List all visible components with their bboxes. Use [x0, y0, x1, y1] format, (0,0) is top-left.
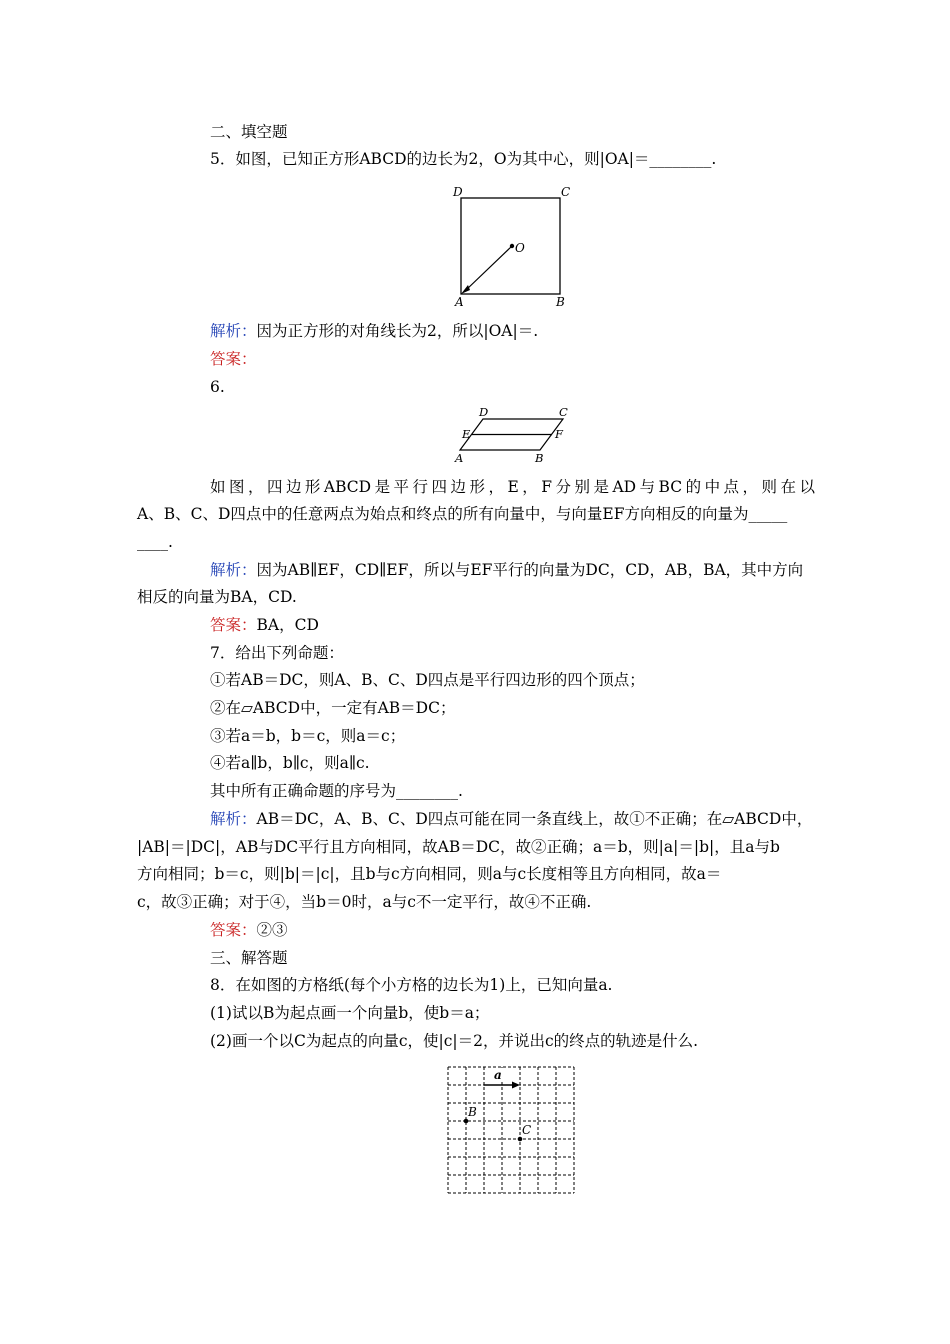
- q6-stem-line1: 如图，四边形ABCD是平行四边形，E，F分别是AD与BC的中点，则在以: [210, 478, 815, 496]
- q8-label-vector-a: a: [494, 1068, 502, 1082]
- q6-label-C: C: [559, 406, 568, 419]
- q5-label-B: B: [556, 295, 565, 309]
- q6-label-F: F: [555, 427, 563, 441]
- q7-answer: [210, 920, 890, 940]
- q8-stem: 8．在如图的方格纸(每个小方格的边长为1)上，已知向量a.: [210, 976, 613, 994]
- q6-analysis-line1: [210, 560, 890, 580]
- q7-item-3: ③若a＝b，b＝c，则a＝c；: [210, 727, 406, 745]
- q7-item-4: ④若a∥b，b∥c，则a∥c.: [210, 754, 370, 772]
- q7-analysis-line1: [210, 809, 890, 829]
- q7-answer-text: ②③: [256, 921, 288, 939]
- q7-blank-line: 其中所有正确命题的序号为________.: [210, 782, 463, 800]
- q8-part-2: (2)画一个以C为起点的向量c，使|c|＝2，并说出c的终点的轨迹是什么.: [210, 1032, 699, 1050]
- q5-label-D: D: [453, 185, 463, 199]
- q7-item-1: ①若AB＝DC，则A、B、C、D四点是平行四边形的四个顶点；: [210, 671, 645, 689]
- q6-analysis-line2: 相反的向量为BA，CD.: [137, 588, 297, 606]
- q7-analysis-line2: |AB|＝|DC|，AB与DC平行且方向相同，故AB＝DC，故②正确；a＝b，则|a|＝|b|，且a与b: [137, 838, 780, 856]
- q7-analysis-label: 解析：: [210, 810, 257, 828]
- q6-label-A: A: [455, 451, 464, 465]
- q8-label-B: B: [468, 1105, 477, 1119]
- q6-stem-line2: A、B、C、D四点中的任意两点为始点和终点的所有向量中，与向量EF方向相反的向量为_____: [137, 505, 788, 523]
- q6-parallelogram-figure: [452, 406, 582, 466]
- q6-stem-line3: ____.: [137, 533, 173, 551]
- q7-analysis-line3: 方向相同；b＝c，则|b|＝|c|，且b与c方向相同，则a与c长度相等且方向相同，故a＝: [137, 865, 722, 883]
- q7-stem: 7．给出下列命题：: [210, 644, 344, 662]
- q5-analysis-text: 因为正方形的对角线长为2，所以|OA|＝.: [256, 322, 539, 340]
- q7-item-2: ②在▱ABCD中，一定有AB＝DC；: [210, 699, 456, 717]
- q8-grid-lines: [448, 1067, 574, 1193]
- q5-label-C: C: [561, 185, 571, 199]
- q7-answer-label: 答案：: [210, 921, 257, 939]
- q5-stem: 5．如图，已知正方形ABCD的边长为2，O为其中心，则|OA|＝________.: [210, 150, 717, 168]
- q5-square-figure: [445, 180, 575, 312]
- q7-analysis-text1: AB＝DC，A、B、C、D四点可能在同一条直线上，故①不正确；在▱ABCD中，: [256, 810, 813, 828]
- q7-analysis-line4: c，故③正确；对于④，当b＝0时，a与c不一定平行，故④不正确.: [137, 893, 592, 911]
- q6-label-E: E: [462, 427, 471, 441]
- q6-analysis-text1: 因为AB∥EF，CD∥EF，所以与EF平行的向量为DC，CD，AB，BA，其中方向: [256, 561, 804, 579]
- q8-grid-figure: [445, 1064, 579, 1196]
- section-title-answer: 三、解答题: [210, 949, 288, 967]
- q6-analysis-label: 解析：: [210, 561, 257, 579]
- section-title-fill-blank: 二、填空题: [210, 123, 288, 141]
- q6-answer-label: 答案：: [210, 616, 257, 634]
- q6-answer-text: BA，CD: [256, 616, 319, 634]
- q5-label-O: O: [515, 241, 525, 255]
- q6-number: 6.: [210, 378, 225, 396]
- q5-label-A: A: [455, 295, 464, 309]
- q5-answer-label: 答案：: [210, 350, 257, 368]
- q6-answer: [210, 615, 890, 635]
- q5-analysis-label: 解析：: [210, 322, 257, 340]
- q8-label-C: C: [522, 1123, 532, 1137]
- q6-label-B: B: [535, 451, 544, 465]
- q5-answer: [210, 349, 890, 369]
- q8-part-1: (1)试以B为起点画一个向量b，使b＝a；: [210, 1004, 490, 1022]
- q5-analysis: [210, 321, 890, 341]
- q6-label-D: D: [479, 406, 489, 419]
